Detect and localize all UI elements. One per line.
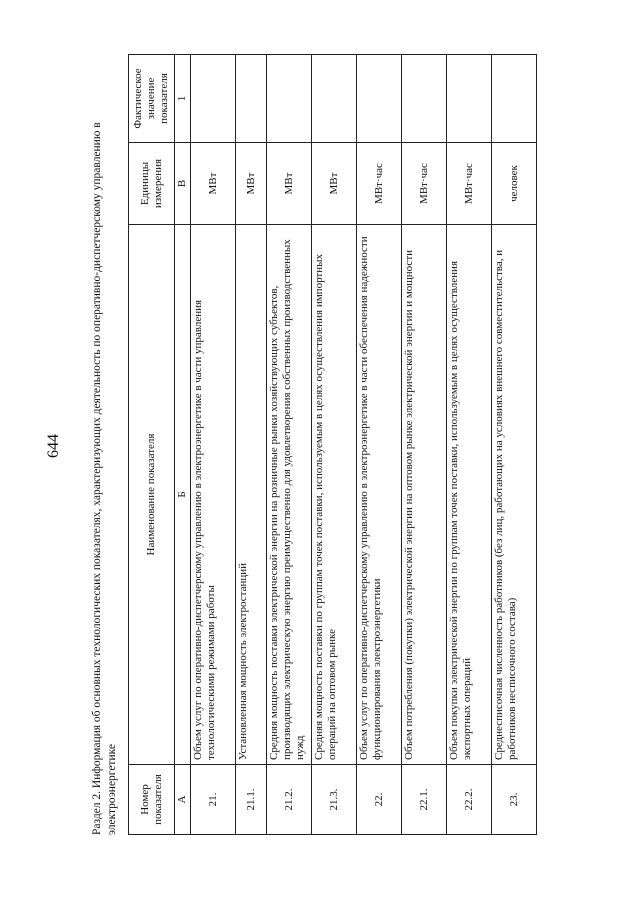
- row-value: [447, 55, 492, 143]
- header-unit: Единицы измерения: [129, 143, 175, 225]
- rotated-content: [90, 55, 610, 835]
- row-unit: человек: [492, 143, 537, 225]
- indicators-table: [128, 54, 537, 835]
- row-name: Средняя мощность поставки по группам точек поставки, используемым в целях осуществления импортных операций на оптовом рынке: [312, 225, 357, 765]
- row-num: 21.1.: [236, 765, 267, 835]
- row-unit: МВт: [267, 143, 312, 225]
- table-row: [312, 55, 357, 835]
- row-num: 22.: [357, 765, 402, 835]
- table-row: [402, 55, 447, 835]
- row-value: [267, 55, 312, 143]
- row-name: Объем покупки электрической энергии по группам точек поставки, используемым в целях осуществления экспортных операций: [447, 225, 492, 765]
- row-num: 21.: [191, 765, 236, 835]
- row-num: 21.3.: [312, 765, 357, 835]
- table-header-row: [129, 55, 175, 835]
- table-row: [492, 55, 537, 835]
- row-value: [191, 55, 236, 143]
- row-value: [236, 55, 267, 143]
- row-name: Установленная мощность электростанций: [236, 225, 267, 765]
- table-letters-row: [175, 55, 191, 835]
- letter-unit: В: [175, 143, 191, 225]
- row-unit: МВт·час: [402, 143, 447, 225]
- row-num: 22.1.: [402, 765, 447, 835]
- header-name: Наименование показателя: [129, 225, 175, 765]
- row-name: Среднесписочная численность работников (без лиц, работающих на условиях внешнего совместительства, и работников несписочного состава): [492, 225, 537, 765]
- section-heading: Раздел 2. Информация об основных технологических показателях, характеризующих деятельность по оперативно-диспетчерскому управлению в электроэнергетике: [91, 122, 118, 835]
- row-unit: МВт: [236, 143, 267, 225]
- row-name: Объем услуг по оперативно-диспетчерскому управлению в электроэнергетике в части управления технологическими режимами работы: [191, 225, 236, 765]
- header-value: Фактическое значение показателя: [129, 55, 175, 143]
- row-unit: МВт·час: [447, 143, 492, 225]
- row-value: [492, 55, 537, 143]
- row-name: Средняя мощность поставки электрической энергии на розничные рынки хозяйствующих субъектов, производящих электрическую энергию преимущественно для удовлетворения собственных производственных нужд: [267, 225, 312, 765]
- row-num: 22.2.: [447, 765, 492, 835]
- row-num: 21.2.: [267, 765, 312, 835]
- letter-num: А: [175, 765, 191, 835]
- table-row: [447, 55, 492, 835]
- page-number: 644: [45, 434, 62, 458]
- letter-name: Б: [175, 225, 191, 765]
- row-name: Объем услуг по оперативно-диспетчерскому управлению в электроэнергетике в части обеспечения надежности функционирования электроэнергетики: [357, 225, 402, 765]
- letter-value: 1: [175, 55, 191, 143]
- table-row: [357, 55, 402, 835]
- table-row: [267, 55, 312, 835]
- header-num: Номер показателя: [129, 765, 175, 835]
- row-name: Объем потребления (покупки) электрической энергии на оптовом рынке электрической энергии и мощности: [402, 225, 447, 765]
- table-row: [191, 55, 236, 835]
- table-row: [236, 55, 267, 835]
- row-unit: МВт·час: [357, 143, 402, 225]
- row-unit: МВт: [191, 143, 236, 225]
- row-value: [357, 55, 402, 143]
- row-num: 23.: [492, 765, 537, 835]
- row-unit: МВт: [312, 143, 357, 225]
- row-value: [402, 55, 447, 143]
- row-value: [312, 55, 357, 143]
